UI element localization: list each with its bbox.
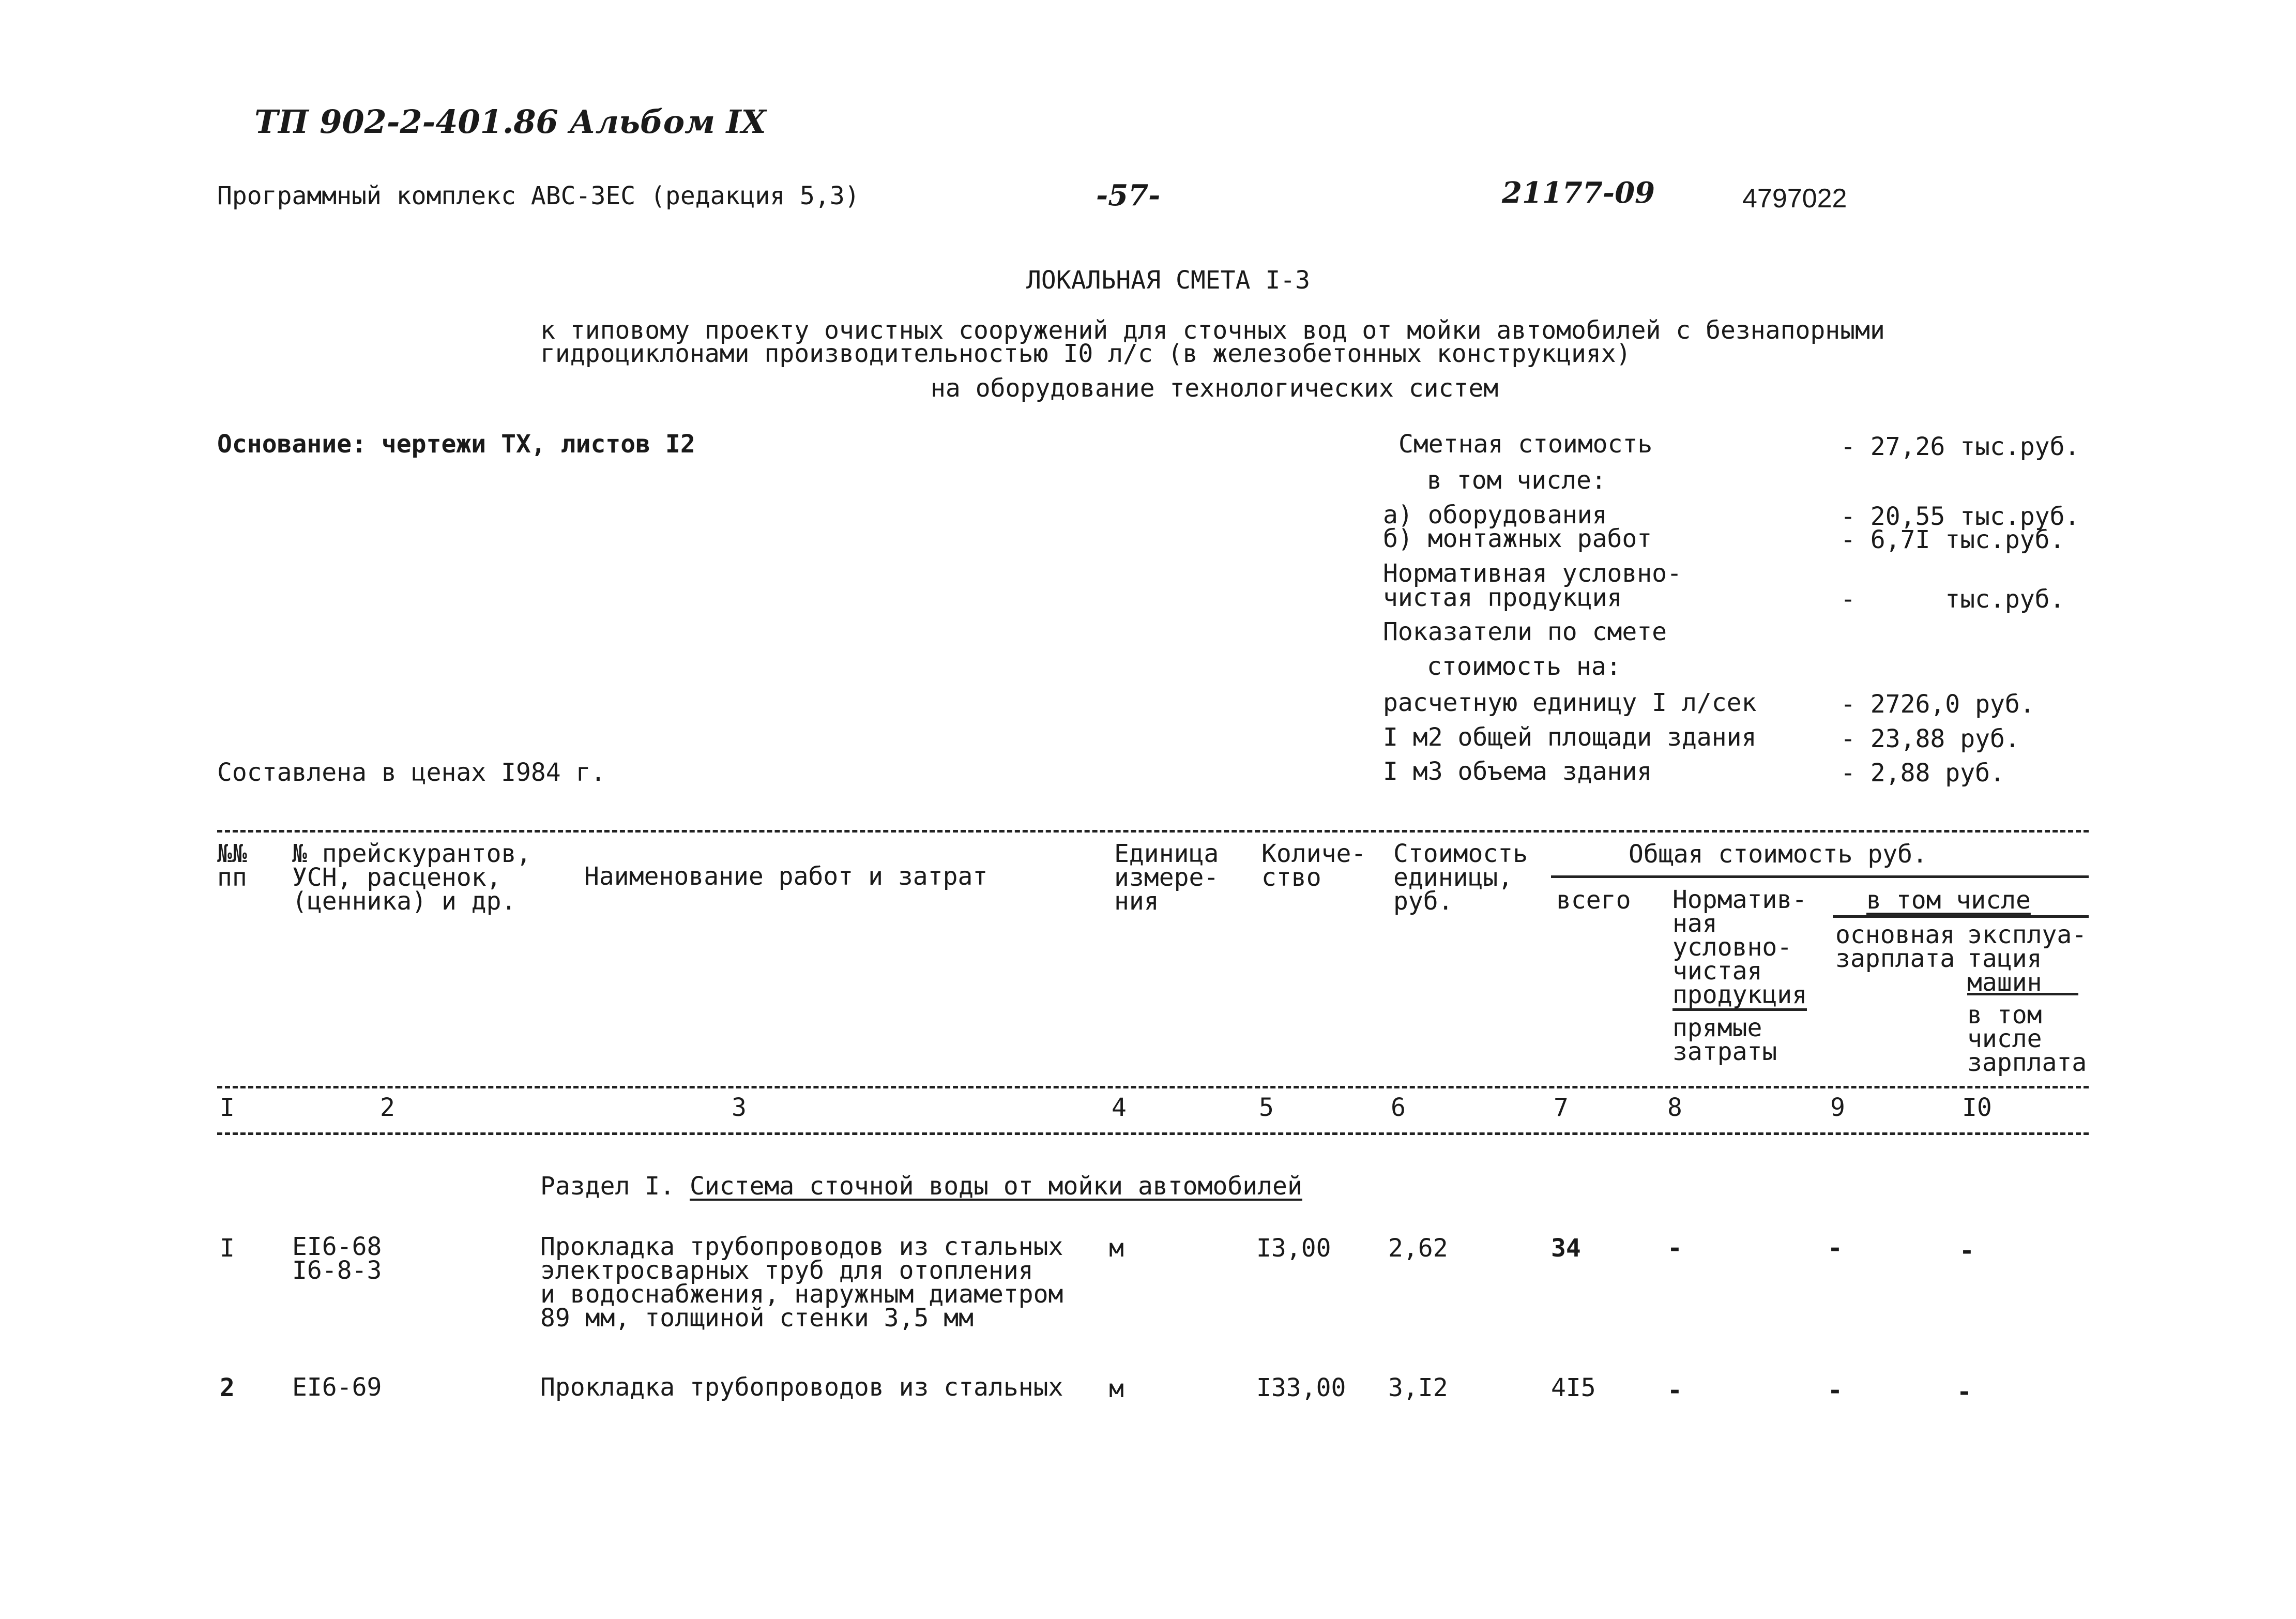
installation-value: - 6,7I тыс.руб. [1841, 525, 2065, 554]
row-1-unit: м [1109, 1234, 1124, 1263]
column-number-10: I0 [1962, 1093, 1992, 1122]
row-2-unit: м [1109, 1374, 1124, 1403]
compiled-text: Составлена в ценах I984 г. [217, 758, 606, 787]
row-1-unit-cost: 2,62 [1388, 1234, 1448, 1263]
column-number-5: 5 [1259, 1093, 1274, 1122]
header-quantity: Количе- ство [1261, 839, 1366, 892]
indicators-label: Показатели по смете [1383, 617, 1667, 646]
cost-on-label: стоимость на: [1427, 652, 1621, 681]
header-unit-cost: Стоимость единицы, руб. [1393, 839, 1528, 916]
column-number-8: 8 [1667, 1093, 1682, 1122]
row-2-total: 4I5 [1551, 1373, 1596, 1402]
row-2-quantity: I33,00 [1256, 1373, 1346, 1402]
row-2-name: Прокладка трубопроводов из стальных [540, 1373, 1063, 1402]
normative-product-rule [1672, 1008, 1807, 1011]
area-cost-label: I м2 общей площади здания [1383, 723, 1757, 752]
document-number: 4797022 [1742, 184, 1847, 214]
machine-operation-rule [1967, 993, 2078, 995]
column-number-2: 2 [380, 1093, 395, 1122]
column-numbers-rule [217, 1132, 2089, 1135]
section-name: Система сточной воды от мойки автомобилей [690, 1172, 1302, 1201]
volume-cost-value: - 2,88 руб. [1841, 759, 2005, 788]
header-bottom-rule [217, 1086, 2089, 1088]
header-row-number: №№ пп [217, 839, 247, 892]
equipment-label: а) оборудования [1383, 501, 1607, 529]
header-machine-salary: в том числе зарплата [1967, 1001, 2087, 1077]
header-unit: Единица измере- ния [1114, 839, 1219, 916]
basis-text: Основание: чертежи ТХ, листов I2 [217, 430, 695, 459]
title-line-1: к типовому проекту очистных сооружений для сточных вод от мойки автомобилей с безнапорными [540, 316, 1885, 345]
unit-cost-label: расчетную единицу I л/сек [1383, 688, 1757, 717]
row-2-unit-cost: 3,I2 [1388, 1373, 1448, 1402]
row-2-base-salary: - [1828, 1376, 1843, 1405]
row-1-code: ЕI6-68 I6-8-3 [292, 1232, 382, 1285]
header-price-list: № прейскурантов, УСН, расценок, (ценника) и др. [292, 839, 531, 916]
table-top-rule [217, 830, 2089, 833]
including-group-rule [1833, 915, 2089, 918]
page-number: -57- [1096, 178, 1161, 213]
header-including-group: в том числе [1866, 886, 2031, 915]
unit-cost-value: - 2726,0 руб. [1841, 690, 2035, 719]
header-normative-product: Норматив- ная условно- чистая продукция [1672, 885, 1807, 1009]
including-label: в том числе: [1427, 466, 1606, 495]
column-number-7: 7 [1554, 1093, 1569, 1122]
area-cost-value: - 23,88 руб. [1841, 724, 2020, 753]
software-label: Программный комплекс АВС-ЗЕС (редакция 5,3) [217, 181, 860, 210]
header-machine-operation: эксплуа- тация машин [1967, 920, 2087, 997]
header-total-cost-group: Общая стоимость руб. [1629, 840, 1927, 869]
handwritten-code: 21177-09 [1502, 176, 1655, 210]
album-reference: ТП 902-2-401.86 Альбом IX [254, 103, 766, 141]
header-direct-costs: прямые затраты [1672, 1013, 1777, 1066]
normative-value: - тыс.руб. [1841, 585, 2065, 614]
row-2-code: ЕI6-69 [292, 1373, 382, 1402]
estimate-title: ЛОКАЛЬНАЯ СМЕТА I-3 [1026, 266, 1311, 295]
normative-label-2: чистая продукция [1383, 583, 1622, 612]
header-total: всего [1556, 886, 1631, 915]
row-1-quantity: I3,00 [1256, 1234, 1331, 1263]
volume-cost-label: I м3 объема здания [1383, 757, 1652, 786]
section-prefix: Раздел I. [540, 1172, 675, 1201]
estimated-cost-value: - 27,26 тыс.руб. [1841, 432, 2080, 461]
row-1-number: I [220, 1234, 235, 1263]
row-1-base-salary: - [1828, 1234, 1843, 1263]
installation-label: б) монтажных работ [1383, 524, 1652, 553]
column-number-4: 4 [1112, 1093, 1127, 1122]
equipment-value: - 20,55 тыс.руб. [1841, 502, 2080, 531]
estimated-cost-label: Сметная стоимость [1398, 430, 1653, 459]
row-1-name: Прокладка трубопроводов из стальных электросварных труб для отопления и водоснабжения, наружным диаметром 89 мм, толщиной стенки 3,5 мм [540, 1232, 1063, 1333]
normative-label-1: Нормативная условно- [1383, 559, 1682, 588]
row-1-direct-costs: - [1667, 1234, 1682, 1263]
total-group-rule [1551, 875, 2089, 878]
row-1-machine-operation: - [1959, 1236, 1974, 1265]
header-base-salary: основная зарплата [1835, 920, 1955, 973]
row-1-total: 34 [1551, 1234, 1581, 1263]
row-2-machine-operation: - [1957, 1378, 1972, 1406]
title-line-2: гидроциклонами производительностью I0 л/с (в железобетонных конструкциях) [540, 339, 1631, 368]
column-number-9: 9 [1830, 1093, 1845, 1122]
row-2-number: 2 [220, 1373, 235, 1402]
row-2-direct-costs: - [1667, 1376, 1682, 1405]
column-number-1: I [220, 1093, 235, 1122]
column-number-6: 6 [1391, 1093, 1406, 1122]
column-number-3: 3 [732, 1093, 747, 1122]
title-line-3: на оборудование технологических систем [931, 374, 1499, 403]
section-heading [540, 1174, 1302, 1199]
header-work-name: Наименование работ и затрат [584, 862, 988, 891]
